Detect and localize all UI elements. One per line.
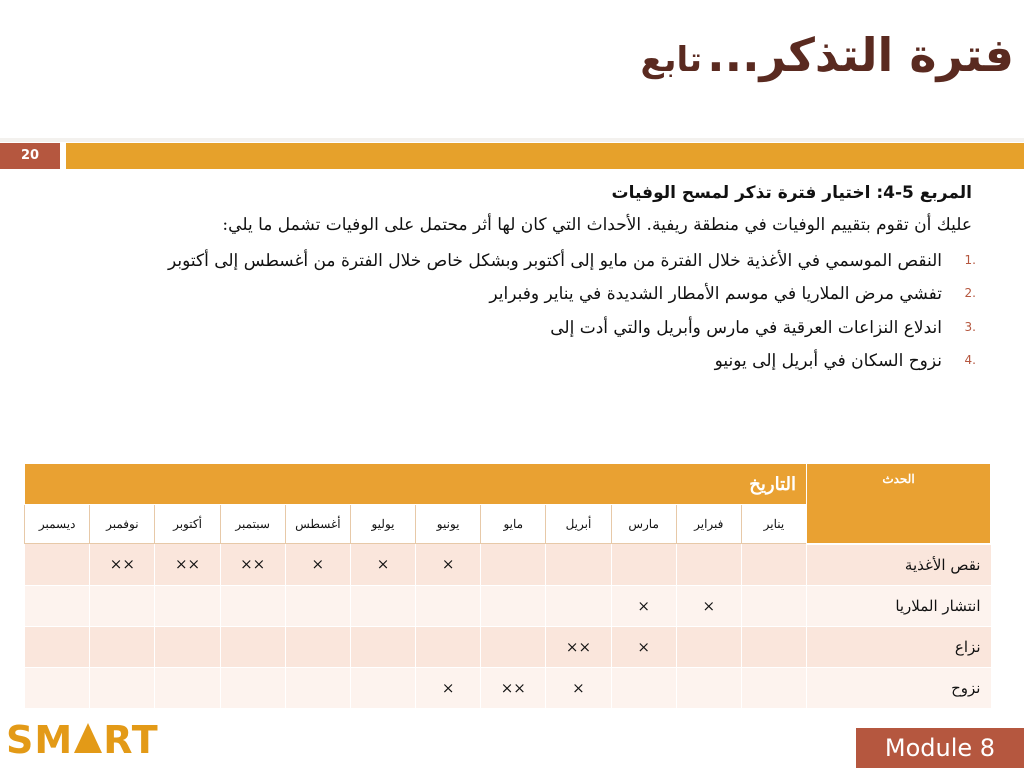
month-mark-cell: [611, 667, 676, 708]
month-mark-cell: ×: [676, 585, 741, 626]
event-name-cell: نقص الأغذية: [807, 544, 992, 586]
month-mark-cell: [155, 585, 220, 626]
month-mark-cell: [285, 585, 350, 626]
table-row: [25, 626, 992, 667]
month-header: سبتمبر: [220, 505, 285, 544]
month-header: أغسطس: [285, 505, 350, 544]
month-mark-cell: ×: [611, 585, 676, 626]
intro-text: عليك أن تقوم بتقييم الوفيات في منطقة ريفية. الأحداث التي كان لها أثر محتمل على الوفيات تشمل ما يلي:: [222, 215, 972, 235]
table-body: [25, 544, 992, 709]
list-item-text: النقص الموسمي في الأغذية خلال الفترة من مايو إلى أكتوبر وبشكل خاص خلال الفترة من أغسطس إلى أكتوبر: [167, 250, 942, 271]
list-item: [90, 249, 976, 274]
list-item: [90, 282, 976, 307]
event-name-cell: انتشار الملاريا: [807, 585, 992, 626]
month-header: أبريل: [546, 505, 611, 544]
list-item-text: تفشي مرض الملاريا في موسم الأمطار الشديدة في يناير وفبراير: [489, 284, 942, 305]
slide-title-main: فترة التذكر...: [707, 28, 1014, 82]
month-mark-cell: [546, 544, 611, 586]
logo-triangle-icon: [74, 723, 102, 753]
list-item: [90, 349, 976, 374]
page-number: 20: [0, 143, 60, 169]
month-mark-cell: [25, 667, 90, 708]
month-mark-cell: ××: [220, 544, 285, 586]
month-mark-cell: [285, 667, 350, 708]
month-mark-cell: ××: [546, 626, 611, 667]
month-mark-cell: [741, 626, 806, 667]
month-mark-cell: [220, 626, 285, 667]
recall-period-table: [24, 463, 992, 709]
month-mark-cell: [741, 585, 806, 626]
date-column-header: التاريخ: [25, 464, 807, 505]
month-mark-cell: [285, 626, 350, 667]
table-row: [25, 585, 992, 626]
slide-body: [90, 183, 976, 383]
month-mark-cell: ×: [546, 667, 611, 708]
month-header: يوليو: [350, 505, 415, 544]
month-mark-cell: [25, 585, 90, 626]
month-mark-cell: [741, 544, 806, 586]
month-mark-cell: [546, 585, 611, 626]
month-mark-cell: [481, 626, 546, 667]
month-mark-cell: [350, 585, 415, 626]
month-header: مارس: [611, 505, 676, 544]
month-mark-cell: ××: [90, 544, 155, 586]
logo-text-part1: SM: [6, 718, 74, 762]
month-mark-cell: [350, 667, 415, 708]
month-mark-cell: ××: [481, 667, 546, 708]
slide-title-sub: تابع: [640, 40, 703, 80]
month-mark-cell: ×: [416, 667, 481, 708]
smart-logo: [6, 718, 159, 762]
month-mark-cell: [350, 626, 415, 667]
list-number: 1.: [964, 252, 976, 267]
list-number: 4.: [964, 353, 976, 368]
month-mark-cell: [90, 585, 155, 626]
month-mark-cell: [416, 626, 481, 667]
month-header: يناير: [741, 505, 806, 544]
list-item-text: اندلاع النزاعات العرقية في مارس وأبريل والتي أدت إلى: [550, 317, 942, 338]
month-header: نوفمبر: [90, 505, 155, 544]
month-header: مايو: [481, 505, 546, 544]
month-mark-cell: [220, 667, 285, 708]
month-mark-cell: ×: [285, 544, 350, 586]
month-mark-cell: [90, 667, 155, 708]
event-name-cell: نزوح: [807, 667, 992, 708]
month-mark-cell: [676, 544, 741, 586]
month-mark-cell: ×: [611, 626, 676, 667]
orange-accent-bar: [66, 143, 1024, 169]
event-column-header: الحدث: [807, 464, 992, 544]
month-header: يونيو: [416, 505, 481, 544]
month-mark-cell: [25, 544, 90, 586]
table-row: [25, 544, 992, 586]
month-header: فبراير: [676, 505, 741, 544]
month-mark-cell: [220, 585, 285, 626]
module-label: Module 8: [856, 728, 1024, 768]
list-item-text: نزوح السكان في أبريل إلى يونيو: [714, 351, 942, 372]
logo-text-part2: RT: [103, 718, 159, 762]
month-mark-cell: [676, 626, 741, 667]
list-number: 3.: [964, 319, 976, 334]
month-mark-cell: [676, 667, 741, 708]
box-heading: المربع 5-4: اختيار فترة تذكر لمسح الوفيات: [611, 183, 972, 203]
events-list: [90, 249, 976, 375]
slide-title: [641, 28, 1015, 82]
month-mark-cell: [155, 626, 220, 667]
month-mark-cell: [416, 585, 481, 626]
month-mark-cell: [741, 667, 806, 708]
month-mark-cell: [481, 585, 546, 626]
month-mark-cell: ××: [155, 544, 220, 586]
month-mark-cell: [25, 626, 90, 667]
month-mark-cell: ×: [416, 544, 481, 586]
month-mark-cell: [611, 544, 676, 586]
month-header: ديسمبر: [25, 505, 90, 544]
header-divider: [0, 138, 1024, 142]
list-item: [90, 316, 976, 341]
month-mark-cell: ×: [350, 544, 415, 586]
list-number: 2.: [964, 286, 976, 301]
month-header: أكتوبر: [155, 505, 220, 544]
table-row: [25, 667, 992, 708]
event-name-cell: نزاع: [807, 626, 992, 667]
month-mark-cell: [155, 667, 220, 708]
month-mark-cell: [481, 544, 546, 586]
month-mark-cell: [90, 626, 155, 667]
